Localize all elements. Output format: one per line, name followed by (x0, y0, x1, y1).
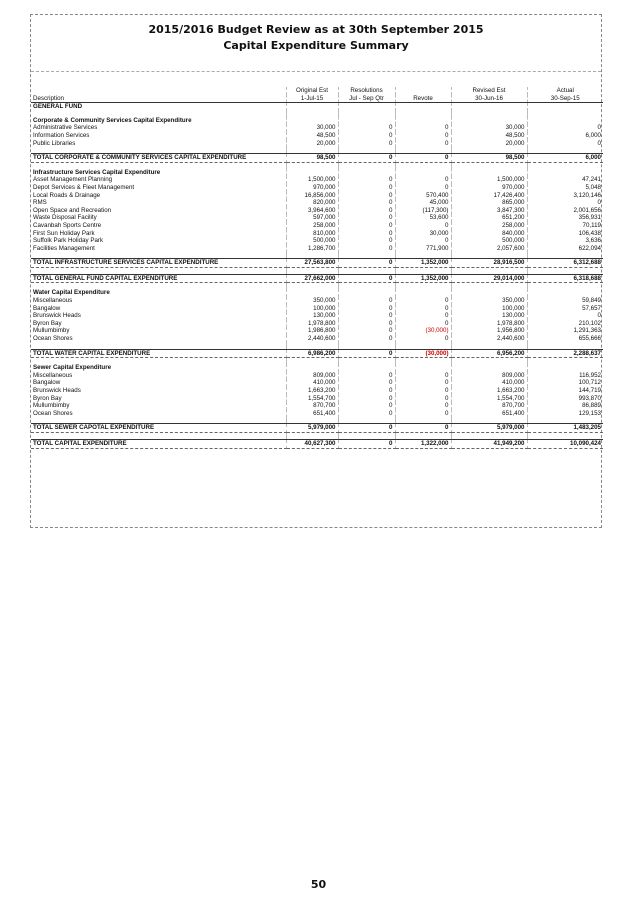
table-row (31, 372, 603, 380)
header-description: Description (31, 95, 286, 103)
cell-value: 129,153 (578, 409, 601, 417)
table-row (31, 192, 603, 200)
cell-value: 0 (395, 237, 451, 245)
row-label: Information Services (31, 132, 286, 140)
section-heading-row (31, 103, 603, 111)
cell-value (286, 103, 338, 111)
cell-value (338, 117, 395, 125)
cell-value: 48,500 (451, 132, 527, 140)
cell-value: 350,000 (451, 297, 527, 305)
cell-value: 0 (597, 312, 601, 320)
cell-value: 41,949,200 (451, 439, 527, 448)
cell-value: 651,400 (451, 410, 527, 418)
cell-value: 17,426,400 (451, 192, 527, 200)
cell-value (451, 117, 527, 125)
cell-value: 865,000 (451, 199, 527, 207)
cell-value: 98,500 (286, 154, 338, 163)
row-label: Mullumbimby (31, 402, 286, 410)
cell-value: 0 (395, 176, 451, 184)
section-heading-row (31, 364, 603, 372)
cell-value: 0 (395, 312, 451, 320)
cell-value: 0 (395, 154, 451, 163)
cell-value: 1,500,000 (451, 176, 527, 184)
row-label: TOTAL CORPORATE & COMMUNITY SERVICES CAPITAL EXPENDITURE (31, 154, 286, 163)
cell-value: 2,001,656 (573, 206, 601, 214)
cell-value: 0 (338, 424, 395, 433)
page-number: 50 (310, 878, 327, 891)
row-label: Cavanbah Sports Centre (31, 222, 286, 230)
cell-value: 130,000 (286, 312, 338, 320)
cell-value: 1,554,700 (451, 395, 527, 403)
row-label: Local Roads & Drainage (31, 192, 286, 200)
cell-value: 651,200 (451, 214, 527, 222)
table-row (31, 402, 603, 410)
table-row (31, 230, 603, 238)
cell-value: 30,000 (286, 124, 338, 132)
row-label: Public Libraries (31, 140, 286, 148)
table-row (31, 207, 603, 215)
cell-value (395, 169, 451, 177)
row-label: Byron Bay (31, 395, 286, 403)
cell-value: 0 (395, 387, 451, 395)
cell-value: 655,666 (578, 335, 601, 343)
cell-value: 144,719 (578, 387, 601, 394)
cell-value: 651,400 (286, 410, 338, 418)
table-row (31, 327, 603, 335)
table-row (31, 124, 603, 132)
cell-value: 0 (395, 305, 451, 313)
cell-value (451, 289, 527, 297)
table-row (31, 245, 603, 253)
cell-value: 0 (338, 305, 395, 313)
row-label: Sewer Capital Expenditure (31, 364, 286, 372)
cell-value: 210,102 (578, 319, 601, 327)
cell-value: 5,048 (585, 183, 601, 191)
cell-value: 0 (395, 297, 451, 305)
cell-value: 57,657 (582, 304, 601, 312)
row-label: TOTAL WATER CAPITAL EXPENDITURE (31, 349, 286, 358)
cell-value: 258,000 (451, 222, 527, 230)
table-row (31, 140, 603, 148)
cell-value: 3,120,146 (573, 191, 601, 199)
cell-value: 0 (395, 424, 451, 433)
cell-value: 28,916,500 (451, 259, 527, 268)
cell-value (338, 364, 395, 372)
cell-value: 870,700 (286, 402, 338, 410)
cell-value: 29,014,000 (451, 274, 527, 283)
cell-value (338, 103, 395, 111)
table-row (31, 222, 603, 230)
cell-value: 970,000 (451, 184, 527, 192)
cell-value (395, 103, 451, 111)
cell-value: 0 (395, 410, 451, 418)
cell-value (451, 103, 527, 111)
cell-value: 0 (338, 439, 395, 448)
cell-value (286, 364, 338, 372)
cell-value: 1,986,800 (286, 327, 338, 335)
table-row (31, 199, 603, 207)
cell-value: 356,931 (578, 214, 601, 222)
table-row (31, 335, 603, 343)
cell-value: 0 (597, 139, 601, 147)
total-row (31, 259, 603, 268)
cell-value (527, 103, 603, 111)
cell-value: 1,554,700 (286, 395, 338, 403)
cell-value: 27,563,800 (286, 259, 338, 268)
cell-value: (30,000) (395, 327, 451, 335)
table-row (31, 305, 603, 313)
cell-value: 1,483,205 (527, 424, 603, 433)
header-original-est: Original Est (286, 87, 338, 95)
cell-value: 106,438 (578, 229, 601, 237)
cell-value: 1,978,800 (286, 320, 338, 328)
cell-value: 0 (395, 379, 451, 387)
cell-value: (30,000) (395, 349, 451, 358)
cell-value: 0 (395, 402, 451, 410)
row-label: Suffolk Park Holiday Park (31, 237, 286, 245)
cell-value: 6,956,200 (451, 349, 527, 358)
cell-value: 0 (338, 132, 395, 140)
cell-value: 0 (395, 184, 451, 192)
row-label: Bangalow (31, 379, 286, 387)
row-label: Asset Management Planning (31, 176, 286, 184)
cell-value: 2,440,600 (451, 335, 527, 343)
row-label: TOTAL INFRASTRUCTURE SERVICES CAPITAL EXPENDITURE (31, 259, 286, 268)
cell-value: 0 (338, 372, 395, 380)
cell-value: 809,000 (451, 372, 527, 380)
cell-value: 20,000 (451, 140, 527, 148)
cell-value: 870,700 (451, 402, 527, 410)
cell-value: 258,000 (286, 222, 338, 230)
cell-value: 1,663,200 (451, 387, 527, 395)
report-subtitle: Capital Expenditure Summary (223, 39, 409, 52)
cell-value: 1,322,000 (395, 439, 451, 448)
cell-value: 0 (338, 176, 395, 184)
cell-value: 410,000 (451, 379, 527, 387)
cell-value: 53,600 (395, 214, 451, 222)
cell-value: 809,000 (286, 372, 338, 380)
section-heading-row (31, 289, 603, 297)
cell-value (338, 169, 395, 177)
cell-value (286, 169, 338, 177)
row-label: First Sun Holiday Park (31, 230, 286, 238)
cell-value: 1,286,700 (286, 245, 338, 253)
cell-value: 100,000 (286, 305, 338, 313)
header-resolutions-period: Jul - Sep Qtr (338, 95, 395, 103)
spacer-row (31, 267, 603, 274)
header-revised-est: Revised Est (451, 87, 527, 95)
cell-value: 2,057,600 (451, 245, 527, 253)
section-heading-row (31, 169, 603, 177)
cell-value: 0 (395, 335, 451, 343)
row-label: GENERAL FUND (31, 103, 286, 111)
row-label: Facilities Management (31, 245, 286, 253)
cell-value: 98,500 (451, 154, 527, 163)
cell-value: 0 (338, 259, 395, 268)
cell-value: 100,000 (451, 305, 527, 313)
cell-value: 840,000 (451, 230, 527, 238)
cell-value: 0 (338, 312, 395, 320)
table-row (31, 395, 603, 403)
cell-value: 10,090,424 (527, 439, 603, 448)
cell-value: 30,000 (451, 124, 527, 132)
cell-value: (117,300) (395, 207, 451, 215)
cell-value: 48,500 (286, 132, 338, 140)
cell-value: 0 (338, 230, 395, 238)
cell-value: 1,500,000 (286, 176, 338, 184)
cell-value: 6,986,200 (286, 349, 338, 358)
capital-expenditure-table (31, 87, 603, 449)
table-row (31, 132, 603, 140)
header-revote-top (395, 87, 451, 95)
cell-value: 0 (338, 124, 395, 132)
header-resolutions: Resolutions (338, 87, 395, 95)
cell-value: 16,856,000 (286, 192, 338, 200)
grand-total-row (31, 274, 603, 283)
table-row (31, 379, 603, 387)
cell-value: 810,000 (286, 230, 338, 238)
table-body (31, 103, 603, 448)
cell-value (527, 169, 603, 177)
cell-value: 6,000 (585, 131, 601, 139)
row-label: Mullumbimby (31, 327, 286, 335)
table-row (31, 297, 603, 305)
cell-value: 100,712 (578, 379, 601, 387)
cell-value: 0 (338, 184, 395, 192)
cell-value: 820,000 (286, 199, 338, 207)
cell-value: 0 (338, 297, 395, 305)
header-original-date: 1-Jul-15 (286, 95, 338, 103)
row-label: TOTAL SEWER CAPOTAL EXPENDITURE (31, 424, 286, 433)
cell-value: 0 (338, 327, 395, 335)
table-row (31, 237, 603, 245)
cell-value: 3,636 (585, 237, 601, 245)
cell-value (451, 169, 527, 177)
cell-value: 0 (338, 410, 395, 418)
cell-value: 0 (338, 192, 395, 200)
cell-value: 970,000 (286, 184, 338, 192)
cell-value: 0 (395, 132, 451, 140)
cell-value: 0 (395, 124, 451, 132)
total-row (31, 439, 603, 448)
cell-value: 0 (338, 349, 395, 358)
cell-value: 0 (395, 320, 451, 328)
cell-value: 500,000 (286, 237, 338, 245)
cell-value: 27,662,000 (286, 274, 338, 283)
table-row (31, 320, 603, 328)
cell-value: 130,000 (451, 312, 527, 320)
cell-value: 3,847,300 (451, 207, 527, 215)
cell-value: 1,291,363 (573, 327, 601, 335)
row-label: Corporate & Community Services Capital Expenditure (31, 117, 286, 125)
cell-value (286, 289, 338, 297)
table-row (31, 176, 603, 184)
cell-value: 45,000 (395, 199, 451, 207)
header-actual-date: 30-Sep-15 (527, 95, 603, 103)
cell-value: 0 (338, 379, 395, 387)
cell-value: 0 (338, 320, 395, 328)
cell-value: 1,956,800 (451, 327, 527, 335)
cell-value: 40,627,300 (286, 439, 338, 448)
cell-value: 2,288,637 (527, 349, 603, 358)
table-row (31, 214, 603, 222)
cell-value: 597,000 (286, 214, 338, 222)
row-label: Bangalow (31, 305, 286, 313)
cell-value: 0 (395, 395, 451, 403)
cell-value: 20,000 (286, 140, 338, 148)
row-label: Waste Disposal Facility (31, 214, 286, 222)
cell-value: 0 (338, 154, 395, 163)
row-label: Miscellaneous (31, 297, 286, 305)
cell-value: 59,849 (582, 297, 601, 305)
cell-value: 0 (338, 335, 395, 343)
cell-value: 500,000 (451, 237, 527, 245)
cell-value: 1,352,000 (395, 274, 451, 283)
spacer-row (31, 432, 603, 439)
cell-value: 0 (338, 140, 395, 148)
table-row (31, 312, 603, 320)
cell-value: 0 (338, 395, 395, 403)
cell-value: 70,119 (582, 221, 601, 229)
budget-sheet (30, 14, 602, 528)
cell-value: 47,241 (582, 176, 601, 184)
cell-value: 0 (338, 245, 395, 253)
cell-value: 86,889 (582, 402, 601, 410)
header-actual: Actual (556, 87, 574, 94)
row-label: Ocean Shores (31, 410, 286, 418)
cell-value (395, 117, 451, 125)
cell-value: 0 (597, 124, 601, 132)
cell-value (527, 289, 603, 297)
cell-value: 993,870 (578, 394, 601, 402)
cell-value: 410,000 (286, 379, 338, 387)
cell-value: 0 (338, 237, 395, 245)
column-header-row-2 (31, 95, 603, 103)
row-label: Administrative Services (31, 124, 286, 132)
cell-value: 5,979,000 (286, 424, 338, 433)
row-label: Open Space and Recreation (31, 207, 286, 215)
table-row (31, 387, 603, 395)
cell-value: 0 (338, 274, 395, 283)
cell-value: 6,000 (527, 154, 603, 163)
title-divider (31, 71, 601, 72)
cell-value (395, 289, 451, 297)
cell-value: 622,094 (578, 244, 601, 252)
cell-value: 0 (338, 199, 395, 207)
row-label: Miscellaneous (31, 372, 286, 380)
cell-value: 0 (395, 222, 451, 230)
cell-value: 0 (395, 372, 451, 380)
cell-value: 0 (338, 222, 395, 230)
cell-value (451, 364, 527, 372)
report-title: 2015/2016 Budget Review as at 30th September 2015 (148, 23, 484, 36)
row-label: Depot Services & Fleet Management (31, 184, 286, 192)
cell-value: 570,400 (395, 192, 451, 200)
total-row (31, 424, 603, 433)
section-heading-row (31, 117, 603, 125)
row-label: TOTAL GENERAL FUND CAPITAL EXPENDITURE (31, 274, 286, 283)
cell-value: 0 (338, 402, 395, 410)
cell-value (286, 117, 338, 125)
total-row (31, 154, 603, 163)
cell-value: 0 (597, 199, 601, 207)
row-label: Brunswick Heads (31, 387, 286, 395)
cell-value: 0 (338, 387, 395, 395)
cell-value: 0 (338, 214, 395, 222)
cell-value: 2,440,600 (286, 335, 338, 343)
row-label: Brunswick Heads (31, 312, 286, 320)
cell-value (395, 364, 451, 372)
row-label: Water Capital Expenditure (31, 289, 286, 297)
header-revote: Revote (395, 95, 451, 103)
cell-value: 3,964,600 (286, 207, 338, 215)
cell-value: 350,000 (286, 297, 338, 305)
cell-value: 5,979,000 (451, 424, 527, 433)
row-label: Infrastructure Services Capital Expenditure (31, 169, 286, 177)
total-row (31, 349, 603, 358)
row-label: RMS (31, 199, 286, 207)
row-label: TOTAL CAPITAL EXPENDITURE (31, 439, 286, 448)
cell-value (527, 117, 603, 125)
header-revised-date: 30-Jun-16 (451, 95, 527, 103)
cell-value: 0 (338, 207, 395, 215)
row-label: Ocean Shores (31, 335, 286, 343)
cell-value (338, 289, 395, 297)
cell-value (527, 364, 603, 372)
cell-value: 1,663,200 (286, 387, 338, 395)
cell-value: 116,952 (579, 371, 601, 379)
cell-value: 6,312,688 (527, 259, 603, 268)
row-label: Byron Bay (31, 320, 286, 328)
cell-value: 0 (395, 140, 451, 148)
cell-value: 771,900 (395, 245, 451, 253)
cell-value: 30,000 (395, 230, 451, 238)
cell-value: 6,318,688 (527, 274, 603, 283)
table-row (31, 410, 603, 418)
cell-value: 1,978,800 (451, 320, 527, 328)
cell-value: 1,352,000 (395, 259, 451, 268)
table-row (31, 184, 603, 192)
column-header-row-1 (31, 87, 603, 95)
